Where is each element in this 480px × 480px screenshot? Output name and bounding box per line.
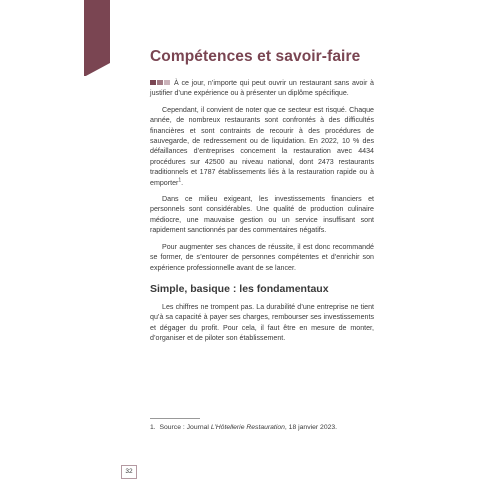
paragraph-3: Dans ce milieu exigeant, les investissements financiers et personnels sont considérables. Une qualité de production culinaire médiocre, une mauvaise gestion ou un service insuffisant sont rapidement sanctionnés par des commentaires négatifs. (150, 195, 374, 235)
paragraph-5: Les chiffres ne trompent pas. La durabilité d’une entreprise ne tient qu’à sa capacité à payer ses charges, rembourser ses investissements et dégager du profit. Pour cela, il faut être en mesure de monter, d’organiser et de piloter son établissement. (150, 302, 374, 343)
footnote-reference: 1 (178, 177, 182, 184)
section-heading: Compétences et savoir-faire (150, 48, 361, 65)
footnote: 1. Source : Journal L’Hôtellerie Restauration, 18 janvier 2023. (150, 424, 338, 431)
bookmark-ribbon (84, 0, 110, 76)
page-content (150, 48, 374, 350)
footnote-divider (150, 418, 200, 419)
page-number: 32 (121, 465, 137, 479)
footnote-source-title: L’Hôtellerie Restauration (210, 424, 285, 431)
paragraph-1: À ce jour, n’importe qui peut ouvrir un restaurant sans avoir à justifier d’une expérience ou à présenter un diplôme spécifique. (150, 79, 374, 98)
paragraph-4: Pour augmenter ses chances de réussite, il est donc recommandé se former, de s’entourer de personnes compétentes et d’enrichir son expérience professionnelle avant de se lancer. (150, 242, 374, 272)
subsection-heading: Simple, basique : les fondamentaux (150, 282, 329, 295)
decorative-squares-icon (150, 78, 171, 88)
paragraph-2: Cependant, il convient de noter que ce secteur est risqué. Chaque année, de nombreux restaurants sont confrontés à des difficultés financières et sont contraints de recourir à des procédures de sauvegarde, de redressement ou de liquidation. En 2022, 10 % des défaillances d’entreprises concernent la restauration avec 4434 procédures sur 42500 au niveau national, dont 2473 restaurants traditionnels et 1787 établissements liés à la restauration rapide ou à emporter$^1$. (150, 105, 374, 187)
